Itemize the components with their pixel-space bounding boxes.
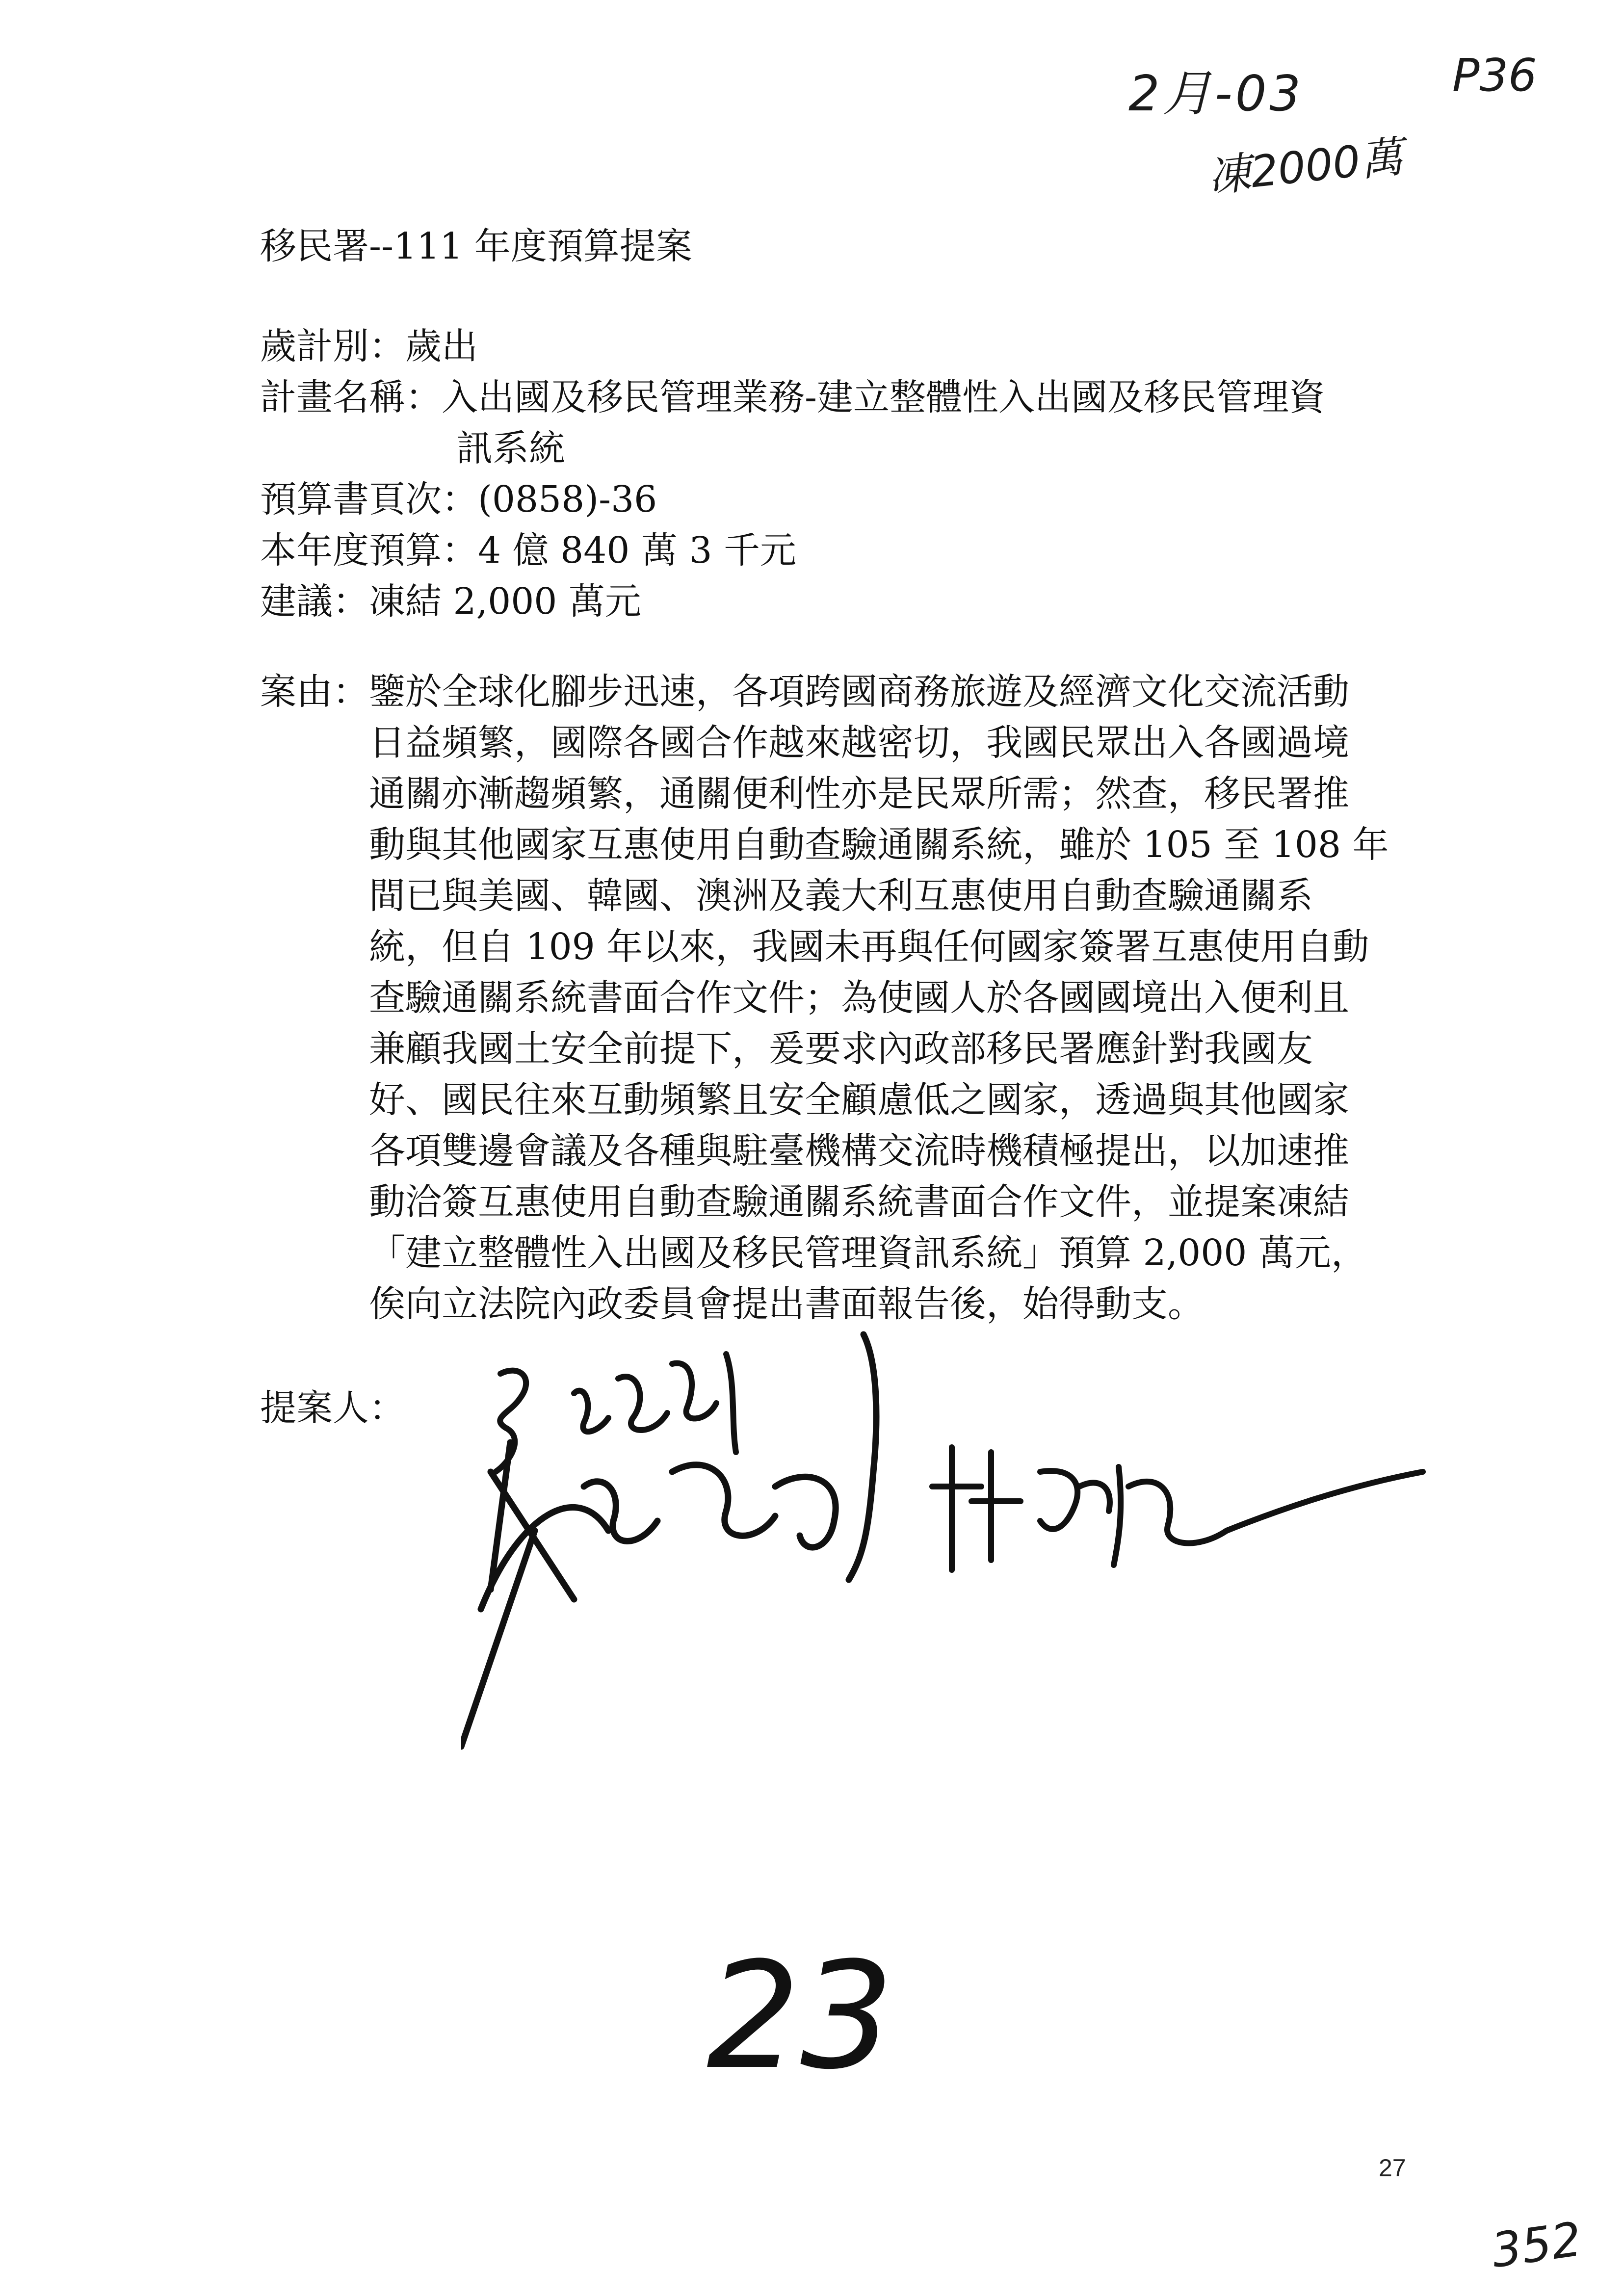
reason-body: [369, 666, 1404, 1330]
meta-value: 歲出: [405, 325, 478, 367]
meta-row-annual-budget: [260, 525, 1438, 576]
handwritten-large-number: 23: [707, 1931, 894, 2102]
meta-value: 4 億 840 萬 3 千元: [478, 529, 797, 572]
meta-block: [260, 321, 1438, 627]
document-title: 移民署--111 年度預算提案: [260, 225, 692, 267]
reason-line: 通關亦漸趨頻繁，通關便利性亦是民眾所需；然查，移民署推: [369, 773, 1349, 815]
reason-line: 動與其他國家互惠使用自動查驗通關系統，雖於 105 至 108 年: [369, 824, 1389, 866]
meta-row-budget-page: [260, 474, 1438, 525]
reason-line: 好、國民往來互動頻繁且安全顧慮低之國家，透過與其他國家: [369, 1079, 1349, 1121]
meta-row-suggestion: [260, 576, 1438, 627]
page-number: 27: [1379, 2154, 1406, 2182]
reason-section: [260, 666, 1438, 1330]
signature-three: [932, 1447, 1423, 1570]
meta-value: 凍結 2,000 萬元: [369, 580, 641, 623]
reason-line: 統，但自 109 年以來，我國未再與任何國家簽署互惠使用自動: [369, 926, 1369, 968]
signature-one: [496, 1354, 736, 1472]
handwritten-bottom-right-note: 352: [1488, 2211, 1585, 2279]
document-body: [260, 221, 1438, 1434]
meta-value-continuation: 訊系統: [456, 427, 565, 470]
reason-label: 案由：: [260, 671, 369, 713]
handwritten-signatures: [461, 1325, 1442, 1766]
reason-line: 鑒於全球化腳步迅速，各項跨國商務旅遊及經濟文化交流活動: [369, 671, 1349, 713]
reason-line: 日益頻繁，國際各國合作越來越密切，我國民眾出入各國過境: [369, 722, 1349, 764]
reason-line: 各項雙邊會議及各種與駐臺機構交流時機積極提出，以加速推: [369, 1130, 1349, 1172]
meta-label: 本年度預算：: [260, 529, 478, 572]
meta-value: (0858)-36: [478, 478, 657, 521]
meta-value: 入出國及移民管理業務-建立整體性入出國及移民管理資: [442, 376, 1326, 418]
proposer-label: 提案人：: [260, 1387, 405, 1429]
handwritten-page-note: P36: [1452, 49, 1537, 102]
reason-line: 「建立整體性入出國及移民管理資訊系統」預算 2,000 萬元，: [369, 1232, 1367, 1274]
handwritten-freeze-note: 凍2000萬: [1205, 131, 1406, 202]
reason-line: 間已與美國、韓國、澳洲及義大利互惠使用自動查驗通關系: [369, 875, 1313, 917]
meta-row-category: [260, 321, 1438, 372]
meta-label: 預算書頁次：: [260, 478, 478, 521]
meta-label: 歲計別：: [260, 325, 405, 367]
reason-line: 查驗通關系統書面合作文件；為使國人於各國國境出入便利且: [369, 977, 1349, 1019]
reason-line: 動洽簽互惠使用自動查驗通關系統書面合作文件，並提案凍結: [369, 1181, 1349, 1223]
meta-label: 建議：: [260, 580, 369, 623]
meta-row-plan-name: [260, 372, 1438, 423]
meta-label: 計畫名稱：: [260, 376, 442, 418]
reason-line: 俟向立法院內政委員會提出書面報告後，始得動支。: [369, 1283, 1204, 1325]
reason-line: 兼顧我國土安全前提下，爰要求內政部移民署應針對我國友: [369, 1028, 1313, 1070]
handwritten-code-note: 2月-03: [1128, 65, 1304, 122]
